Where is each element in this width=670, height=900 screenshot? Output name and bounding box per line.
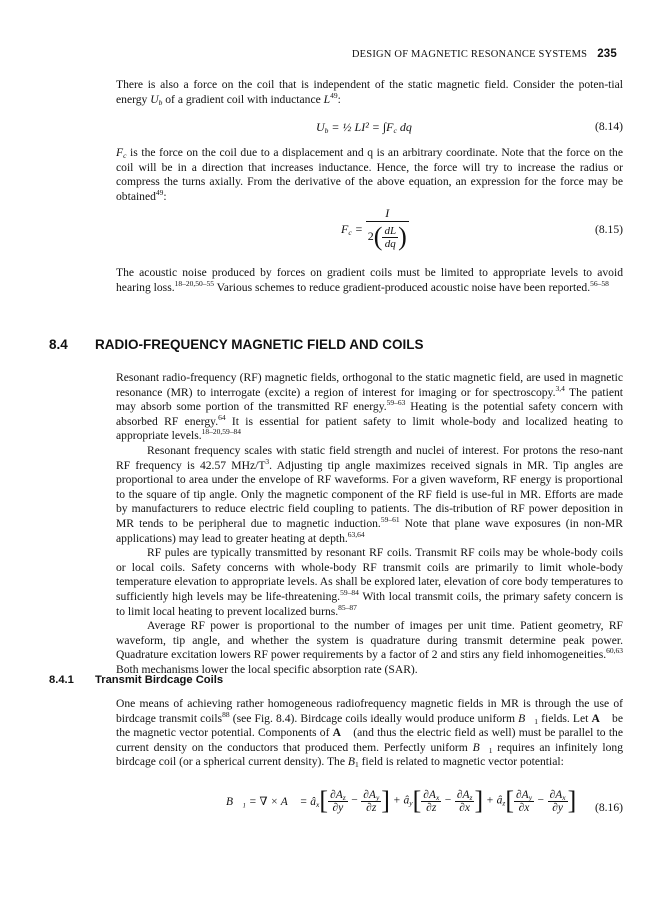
running-header xyxy=(352,48,617,60)
intro-paragraph: There is also a force on the coil that is independent of the static magnetic field. Consider the poten-tial energy $U_b$ of a gradient coil with inductance $L^{49}$: xyxy=(116,78,623,107)
page-number: 235 xyxy=(597,48,617,60)
equation-number: (8.14) xyxy=(594,120,623,133)
equation-number: (8.16) xyxy=(594,801,623,814)
section-heading-8-4-1: 8.4.1 Transmit Birdcage Coils xyxy=(49,674,224,686)
equation-8-16: B⃗₁ = ∇ × A⃗ = $â_x$[ $\frac{\partial A_z}{\partial y}$ − $\frac{\partial A_y}{\partial z}$ ] + $â_y$[ $\frac{\partial A_x}{\partial z}$ − $\frac{\partial A_z}{\partial x}$ ] + $â_z$[ $\frac{\partial A_y}{\partial x}$ − $\frac{\partial A_x}{\partial y}$ ] (8.16) xyxy=(226,786,623,815)
section-8-4-body: Resonant radio-frequency (RF) magnetic fields, orthogonal to the static magnetic field, are used in magnetic resonance (MR) to interrogate (excite) a region of interest for imaging or for spectroscopy.$^{3,4}$ The patient may absorb some portion of the transmitted RF energy.$^{59-63}$ Heating is the potential safety concern with absorbed RF energy.$^{64}$ It is essential for patient safety to limit whole-body and localized heating to appropriate levels.$^{18-20,59-84}$ Resonant frequency scales with static field strength and nuclei of interest. For protons the reso-nant RF frequency is 42.57 MHz/$T^3$. Adjusting tip angle maximizes received signals in MR. Tip angles are proportional to area under the envelope of RF waveforms. For a given waveform, RF energy is proportional to the square of tip angle. Only the magnetic component of the RF field is use-ful in MR. Efforts are made by manufacturers to reduce electric field coupling to patients. The dis-tribution of RF power deposition in MR tends to be peripheral due to magnetic induction.$^{59-61}$ Note that plane wave exposures (in non-MR applications) may lead to greater heating at depth.$^{63,64}$ RF pules are typically transmitted by resonant RF coils. Transmit RF coils may be whole-body coils or local coils. Safety concerns with whole-body RF transmit coils are primarily to limit whole-body temperature elevation to appropriate levels. As shall be explored later, elevation of core body temperatures to sufficiently high levels may be life-threatening.$^{59-84}$ With local transmit coils, the primary safety concern is to limit local heating to prevent localized burns.$^{85-87}$ Average RF power is proportional to the number of images per unit time. Patient geometry, RF waveform, tip angle, and whether the system is quadrature during transmit determine peak power. Quadrature excitation lowers RF power requirements by a factor of 2 and stirs any field inhomogeneities.$^{60,63}$ Both mechanisms lower the local specific absorption rate (SAR). xyxy=(116,371,623,676)
equation-8-14: $U_b$ = ½ $LI^2 = \int F_c$ dq (8.14) xyxy=(316,120,623,135)
force-paragraph: $F_c$ is the force on the coil due to a displacement and q is an arbitrary coordinate. Note that the force on the coil will be in a direction that increases inductance. Hence, the force will try to increase the radius or compress the turns axially. From the derivative of the above equation, an expression for the force may be obtained$^{49}$: xyxy=(116,146,623,203)
birdcage-paragraph: One means of achieving rather homogeneous radiofrequency magnetic fields in MR is through the use of birdcage transmit coils$^{88}$ (see Fig. 8.4). Birdcage coils ideally would produce uniform $B⃗_1$ fields. Let A⃗ be the magnetic vector potential. Components of A⃗ (and thus the electric field as well) must be parallel to the current density on the conductors that produced them. Perfectly uniform $B⃗_1$ requires an infinitely long birdcage coil (or a spherical current density). The $B_1$ field is related to magnetic vector potential: xyxy=(116,697,623,770)
running-title: DESIGN OF MAGNETIC RESONANCE SYSTEMS xyxy=(351,49,588,60)
section-heading-8-4: 8.4 RADIO-FREQUENCY MAGNETIC FIELD AND COILS xyxy=(49,337,424,352)
equation-number: (8.15) xyxy=(594,223,623,236)
equation-8-15: $F_c$ = I 2( $\frac{dL}{dq}$ ) (8.15) xyxy=(341,206,623,251)
acoustic-noise-paragraph: The acoustic noise produced by forces on gradient coils must be limited to appropriate levels to avoid hearing loss.$^{18-20,50-55}$ Various schemes to reduce gradient-produced acoustic noise have been reported.$^{56-58}$ xyxy=(116,266,623,294)
